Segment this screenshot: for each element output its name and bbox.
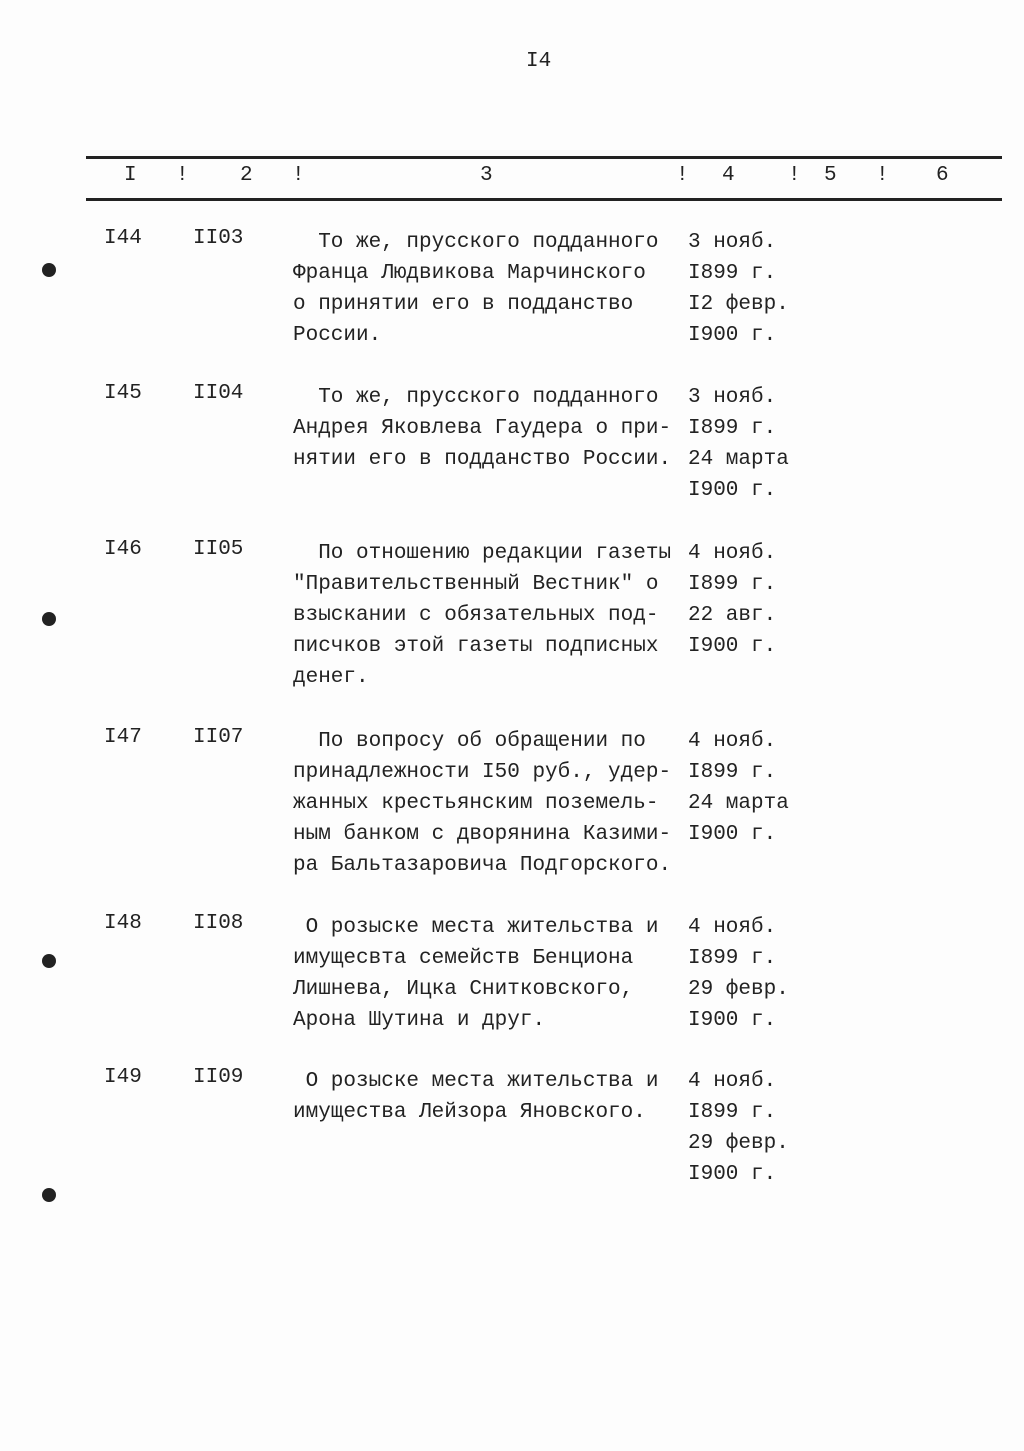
row-number: I44 <box>104 227 142 250</box>
title-line: имущества Лейзора Яновского. <box>293 1101 646 1124</box>
title-line: Франца Людвикова Марчинского <box>293 262 646 285</box>
date-line: I899 г. <box>688 761 777 784</box>
file-number: II08 <box>193 912 244 935</box>
file-title <box>293 726 671 881</box>
title-line: ра Бальтазаровича Подгорского. <box>293 854 672 877</box>
file-number: II09 <box>193 1066 244 1089</box>
date-line: 4 нояб. <box>688 916 777 939</box>
title-line: По отношению редакции газеты <box>293 542 672 565</box>
title-line: России. <box>293 324 382 347</box>
col-separator: ! <box>788 164 801 187</box>
title-line: принадлежности I50 руб., удер- <box>293 761 672 784</box>
page-number: I4 <box>526 50 552 73</box>
punch-hole <box>42 263 56 277</box>
col-separator: ! <box>876 164 889 187</box>
file-title <box>293 382 671 475</box>
date-line: I900 г. <box>688 324 777 347</box>
date-line: 3 нояб. <box>688 386 777 409</box>
title-line: жанных крестьянским поземель- <box>293 792 659 815</box>
col-header-6: 6 <box>936 164 949 187</box>
file-title <box>293 227 658 351</box>
date-line: I900 г. <box>688 823 777 846</box>
row-number: I49 <box>104 1066 142 1089</box>
punch-hole <box>42 612 56 626</box>
date-line: 3 нояб. <box>688 231 777 254</box>
date-line: I2 февр. <box>688 293 789 316</box>
date-line: 24 марта <box>688 448 789 471</box>
date-line: 29 февр. <box>688 1132 789 1155</box>
title-line: "Правительственный Вестник" о <box>293 573 659 596</box>
col-separator: ! <box>176 164 189 187</box>
col-header-3: 3 <box>480 164 493 187</box>
date-line: 4 нояб. <box>688 1070 777 1093</box>
date-line: I900 г. <box>688 1009 777 1032</box>
col-header-2: 2 <box>240 164 253 187</box>
title-line: нятии его в подданство России. <box>293 448 672 471</box>
punch-hole <box>42 954 56 968</box>
title-line: Лишнева, Ицка Снитковского, <box>293 978 634 1001</box>
col-separator: ! <box>676 164 689 187</box>
title-line: денег. <box>293 666 369 689</box>
title-line: То же, прусского подданного <box>293 231 659 254</box>
file-title <box>293 538 671 693</box>
date-line: 4 нояб. <box>688 542 777 565</box>
date-line: 4 нояб. <box>688 730 777 753</box>
date-line: 29 февр. <box>688 978 789 1001</box>
date-line: I899 г. <box>688 262 777 285</box>
date-line: I900 г. <box>688 1163 777 1186</box>
punch-hole <box>42 1188 56 1202</box>
date-line: I899 г. <box>688 417 777 440</box>
title-line: имущесвта семейств Бенциона <box>293 947 634 970</box>
file-title <box>293 912 658 1036</box>
title-line: Арона Шутина и друг. <box>293 1009 546 1032</box>
title-line: Андрея Яковлева Гаудера о при- <box>293 417 672 440</box>
row-number: I46 <box>104 538 142 561</box>
col-separator: ! <box>292 164 305 187</box>
file-dates <box>688 538 776 662</box>
title-line: ным банком с дворянина Казими- <box>293 823 672 846</box>
file-number: II07 <box>193 726 244 749</box>
date-line: I899 г. <box>688 1101 777 1124</box>
title-line: о принятии его в подданство <box>293 293 634 316</box>
date-line: I899 г. <box>688 947 777 970</box>
date-line: I900 г. <box>688 635 777 658</box>
file-dates <box>688 726 789 850</box>
col-header-4: 4 <box>722 164 735 187</box>
file-title <box>293 1066 658 1128</box>
date-line: 24 марта <box>688 792 789 815</box>
file-number: II03 <box>193 227 244 250</box>
title-line: По вопросу об обращении по <box>293 730 646 753</box>
file-dates <box>688 912 789 1036</box>
file-dates <box>688 227 789 351</box>
file-number: II05 <box>193 538 244 561</box>
row-number: I45 <box>104 382 142 405</box>
title-line: взыскании с обязательных под- <box>293 604 659 627</box>
title-line: О розыске места жительства и <box>293 916 659 939</box>
date-line: I899 г. <box>688 573 777 596</box>
date-line: I900 г. <box>688 479 777 502</box>
title-line: То же, прусского подданного <box>293 386 659 409</box>
col-header-5: 5 <box>824 164 837 187</box>
header-top-rule <box>86 156 1002 159</box>
header-bottom-rule <box>86 198 1002 201</box>
row-number: I47 <box>104 726 142 749</box>
title-line: О розыске места жительства и <box>293 1070 659 1093</box>
file-dates <box>688 1066 789 1190</box>
title-line: писчков этой газеты подписных <box>293 635 659 658</box>
date-line: 22 авг. <box>688 604 777 627</box>
col-header-1: I <box>124 164 137 187</box>
file-dates <box>688 382 789 506</box>
file-number: II04 <box>193 382 244 405</box>
row-number: I48 <box>104 912 142 935</box>
